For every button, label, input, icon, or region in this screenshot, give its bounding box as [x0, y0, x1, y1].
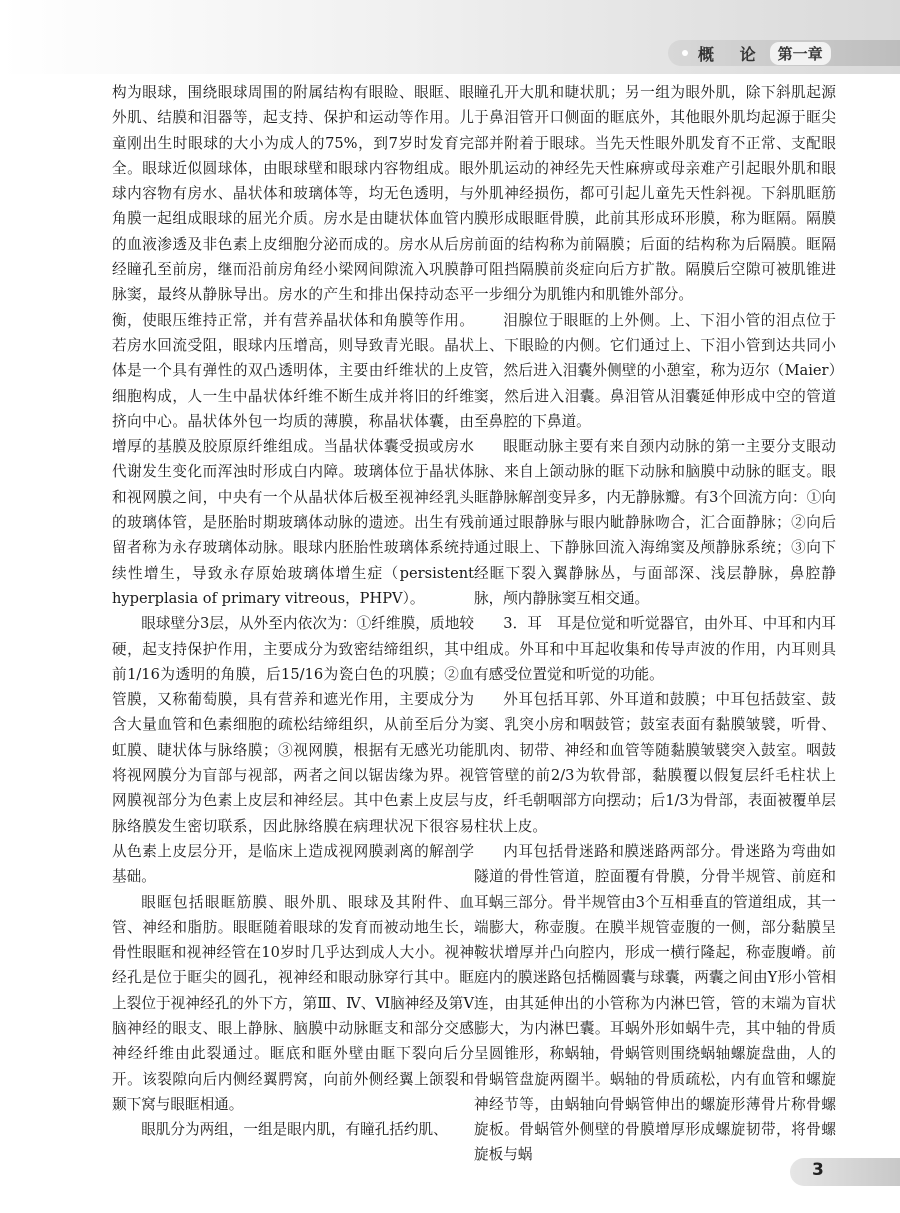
page-number-band [790, 1158, 900, 1186]
paragraph-outer-middle-ear: 外耳包括耳郭、外耳道和鼓膜；中耳包括鼓室、鼓窦、乳突小房和咽鼓管；鼓室表面有黏膜皱襞，听骨、肌肉、韧带、神经和血管等随黏膜皱襞突入鼓室。咽鼓管管壁的前2/3为软骨部，黏膜覆以假复层纤毛柱状上皮，纤毛朝咽部方向摆动；后1/3为骨部，表面被覆单层柱状上皮。 [474, 691, 836, 835]
page-number: 3 [812, 1160, 824, 1180]
paragraph-eye-muscles: 眼肌分为两组，一组是眼内肌，有瞳孔括约肌、 [141, 1121, 448, 1139]
paragraph-eye-wall: 眼球壁分3层，从外至内依次为：①纤维膜，质地较硬，起支持保护作用，主要成分为致密结缔组织，其中前1/16为透明的角膜，后15/16为瓷白色的巩膜；②血管膜，又称葡萄膜，具有营养和遮光作用，主要成分为含大量血管和色素细胞的疏松结缔组织，从前至后分为虹膜、睫状体与脉络膜；③视网膜，根据有无感光功能将视网膜分为盲部与视部，两者之间以锯齿缘为界。视网膜视部分为色素上皮层和神经层。其中色素上皮层与脉络膜发生密切联系，因此脉络膜在病理状况下很容易从色素上皮层分开，是临床上造成视网膜剥离的解剖学基础。 [112, 615, 474, 886]
paragraph-extraocular-muscles: 瞳孔开大肌和睫状肌；另一组为眼外肌，除下斜肌起源于鼻泪管开口侧面的眶底外，其他眼外肌均起源于眶尖部并附着于眼球。当先天性眼外肌发育不正常、支配眼外肌运动的神经先天性麻痹或母亲难产引起眼外肌和眼外肌神经损伤，都可引起儿童先天性斜视。下斜肌眶筋膜形成眼眶骨膜，此前其形成环形膜，称为眶隔。隔膜前面的结构称为前隔膜；后面的结构称为后隔膜。眶隔可阻挡隔膜前炎症向后方扩散。隔膜后空隙可被肌锥进一步细分为肌锥内和肌锥外部分。 [474, 84, 836, 304]
paragraph-orbital-vessels: 眼眶动脉主要有来自颈内动脉的第一主要分支眼动脉、来自上颌动脉的眶下动脉和脑膜中动脉的眶支。眼眶静脉解剖变异多，内无静脉瓣。有3个回流方向：①向前通过眼静脉与眼内眦静脉吻合，汇合面静脉；②向后通过眼上、下静脉回流入海绵窦及颅静脉系统；③向下经眶下裂入翼静脉丛，与面部深、浅层静脉，鼻腔静脉，颅内静脉窦互相交通。 [474, 438, 836, 607]
section-title: 概 论 [698, 44, 766, 64]
left-column [112, 80, 474, 1142]
paragraph-ear-heading: 3．耳 耳是位觉和听觉器官，由外耳、中耳和内耳组成。外耳和中耳起收集和传导声波的作用，内耳则具有感受位置觉和听觉的功能。 [474, 615, 836, 683]
paragraph-orbit: 眼眶包括眼眶筋膜、眼外肌、眼球及其附件、血管、神经和脂肪。眼眶随着眼球的发育而被动地生长，骨性眼眶和视神经管在10岁时几乎达到成人大小。视神经孔是位于眶尖的圆孔，视神经和眼动脉穿行其中。眶上裂位于视神经孔的外下方，第Ⅲ、Ⅳ、Ⅵ脑神经及第Ⅴ脑神经的眼支、眼上静脉、脑膜中动脉眶支和部分交感神经纤维由此裂通过。眶底和眶外壁由眶下裂向后分开。该裂隙向后内侧经翼腭窝，向前外侧经翼上颌裂和颞下窝与眼眶相通。 [112, 893, 474, 1113]
paragraph-lacrimal: 泪腺位于眼眶的上外侧。上、下泪小管的泪点位于上、下眼睑的内侧。它们通过上、下泪小管到达共同小管，然后进入泪囊外侧壁的小憩室，称为迈尔（Maier）窦，然后进入泪囊。鼻泪管从泪囊延伸形成中空的管道至鼻腔的下鼻道。 [474, 311, 836, 430]
paragraph-inner-ear: 内耳包括骨迷路和膜迷路两部分。骨迷路为弯曲如隧道的骨性管道，腔面覆有骨膜，分骨半规管、前庭和耳蜗三部分。骨半规管由3个互相垂直的管道组成，其一端膨大，称壶腹。在膜半规管壶腹的一侧，部分黏膜呈鞍状增厚并凸向腔内，形成一横行隆起，称壶腹嵴。前庭内的膜迷路包括椭圆囊与球囊，两囊之间由Y形小管相连，由其延伸出的小管称为内淋巴管，管的末端为盲状膨大，为内淋巴囊。耳蜗外形如蜗牛壳，其中轴的骨质呈圆锥形，称蜗轴，骨蜗管则围绕蜗轴螺旋盘曲，人的骨蜗管盘旋两圈半。蜗轴的骨质疏松，内有血管和螺旋神经节等，由蜗轴向骨蜗管伸出的螺旋形薄骨片称骨螺旋板。骨蜗管外侧壁的骨膜增厚形成螺旋韧带，将骨螺旋板与蜗 [474, 842, 836, 1164]
paragraph-eye-contents: 构为眼球，围绕眼球周围的附属结构有眼睑、眼眶、眼外肌、结膜和泪器等，起支持、保护和运动等作用。儿童刚出生时眼球的大小为成人的75%，到7岁时发育完全。眼球近似圆球体，由眼球壁和眼球内容物组成。眼球内容物有房水、晶状体和玻璃体等，均无色透明，与角膜一起组成眼球的屈光介质。房水是由睫状体血管内的血液渗透及非色素上皮细胞分泌而成的。房水从后房经瞳孔至前房，继而沿前房角经小梁网间隙流入巩膜静脉窦，最终从静脉导出。房水的产生和排出保持动态平衡，使眼压维持正常，并有营养晶状体和角膜等作用。若房水回流受阻，眼球内压增高，则导致青光眼。晶状体是一个具有弹性的双凸透明体，主要由纤维状的上皮细胞构成，人一生中晶状体纤维不断生成并将旧的纤维挤向中心。晶状体外包一均质的薄膜，称晶状体囊，由增厚的基膜及胶原原纤维组成。当晶状体囊受损或房水代谢发生变化而浑浊时形成白内障。玻璃体位于晶状体和视网膜之间，中央有一个从晶状体后极至视神经乳头的玻璃体管，是胚胎时期玻璃体动脉的遗迹。出生有残留者称为永存玻璃体动脉。眼球内胚胎性玻璃体系统持续性增生，导致永存原始玻璃体增生症（persistent hyperplasia of primary vitreous，PHPV）。 [112, 84, 474, 607]
chapter-label: 第一章 [770, 42, 831, 65]
bullet-dot-icon [682, 50, 688, 56]
right-column [474, 80, 836, 1168]
running-header [668, 40, 900, 66]
